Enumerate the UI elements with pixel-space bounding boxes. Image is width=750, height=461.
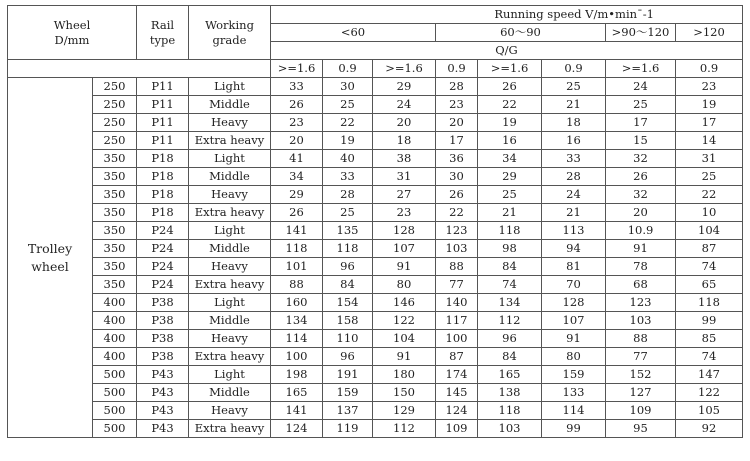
load-value-cell: 180 <box>373 366 436 384</box>
load-value-cell: 117 <box>436 312 478 330</box>
load-value-cell: 80 <box>373 276 436 294</box>
rail-type-cell: P11 <box>137 114 189 132</box>
rail-type-cell: P43 <box>137 420 189 438</box>
wheel-diameter-cell: 400 <box>93 312 137 330</box>
table-row <box>8 258 743 276</box>
grade-label: Working <box>205 17 254 32</box>
load-value-cell: 174 <box>436 366 478 384</box>
load-value-cell: 25 <box>323 204 373 222</box>
load-value-cell: 78 <box>606 258 676 276</box>
load-value-cell: 114 <box>542 402 606 420</box>
table-row <box>8 330 743 348</box>
load-value-cell: 140 <box>436 294 478 312</box>
wheel-diameter-cell: 350 <box>93 258 137 276</box>
load-value-cell: 33 <box>542 150 606 168</box>
load-value-cell: 28 <box>542 168 606 186</box>
rail-unit: type <box>149 32 176 47</box>
load-value-cell: 112 <box>373 420 436 438</box>
working-grade-cell: Middle <box>189 384 271 402</box>
load-value-cell: 122 <box>676 384 743 402</box>
load-value-cell: 84 <box>478 258 542 276</box>
load-value-cell: 101 <box>271 258 323 276</box>
rail-type-cell: P38 <box>137 312 189 330</box>
load-value-cell: 103 <box>436 240 478 258</box>
subcol-header: >=1.6 <box>271 60 323 78</box>
load-value-cell: 152 <box>606 366 676 384</box>
load-value-cell: 26 <box>606 168 676 186</box>
load-value-cell: 28 <box>323 186 373 204</box>
load-value-cell: 19 <box>478 114 542 132</box>
load-value-cell: 104 <box>676 222 743 240</box>
wheel-diameter-cell: 350 <box>93 150 137 168</box>
rail-type-cell: P38 <box>137 294 189 312</box>
load-value-cell: 20 <box>436 114 478 132</box>
subcol-header: >=1.6 <box>606 60 676 78</box>
load-value-cell: 36 <box>436 150 478 168</box>
load-value-cell: 109 <box>436 420 478 438</box>
table-row <box>8 384 743 402</box>
load-value-cell: 74 <box>676 258 743 276</box>
load-value-cell: 22 <box>436 204 478 222</box>
table-row <box>8 150 743 168</box>
load-value-cell: 19 <box>676 96 743 114</box>
load-value-cell: 138 <box>478 384 542 402</box>
wheel-diameter-cell: 350 <box>93 204 137 222</box>
load-value-cell: 159 <box>542 366 606 384</box>
working-grade-cell: Light <box>189 78 271 96</box>
load-value-cell: 80 <box>542 348 606 366</box>
load-value-cell: 129 <box>373 402 436 420</box>
load-value-cell: 10.9 <box>606 222 676 240</box>
load-value-cell: 96 <box>478 330 542 348</box>
load-value-cell: 150 <box>373 384 436 402</box>
load-value-cell: 124 <box>436 402 478 420</box>
load-value-cell: 110 <box>323 330 373 348</box>
table-row <box>8 294 743 312</box>
group-label-line2: wheel <box>31 258 69 274</box>
load-value-cell: 191 <box>323 366 373 384</box>
load-value-cell: 91 <box>373 348 436 366</box>
load-value-cell: 107 <box>542 312 606 330</box>
load-value-cell: 25 <box>478 186 542 204</box>
load-value-cell: 34 <box>478 150 542 168</box>
load-value-cell: 96 <box>323 258 373 276</box>
table-wrapper <box>7 5 743 438</box>
table-row <box>8 204 743 222</box>
load-value-cell: 41 <box>271 150 323 168</box>
working-grade-header <box>189 6 271 60</box>
rail-type-cell: P24 <box>137 276 189 294</box>
load-value-cell: 103 <box>478 420 542 438</box>
wheel-diameter-cell: 400 <box>93 294 137 312</box>
load-value-cell: 119 <box>323 420 373 438</box>
table-row <box>8 78 743 96</box>
row-group-label <box>8 78 93 438</box>
load-value-cell: 15 <box>606 132 676 150</box>
rail-type-cell: P18 <box>137 150 189 168</box>
load-value-cell: 95 <box>606 420 676 438</box>
load-value-cell: 91 <box>606 240 676 258</box>
load-value-cell: 137 <box>323 402 373 420</box>
load-value-cell: 25 <box>606 96 676 114</box>
load-value-cell: 32 <box>606 150 676 168</box>
load-value-cell: 135 <box>323 222 373 240</box>
load-value-cell: 29 <box>478 168 542 186</box>
working-grade-cell: Heavy <box>189 186 271 204</box>
load-value-cell: 23 <box>676 78 743 96</box>
load-value-cell: 26 <box>271 204 323 222</box>
group-label-line1: Trolley <box>27 240 73 256</box>
load-value-cell: 30 <box>436 168 478 186</box>
load-value-cell: 105 <box>676 402 743 420</box>
load-value-cell: 134 <box>478 294 542 312</box>
working-grade-cell: Heavy <box>189 330 271 348</box>
load-value-cell: 24 <box>542 186 606 204</box>
load-value-cell: 25 <box>323 96 373 114</box>
working-grade-cell: Extra heavy <box>189 276 271 294</box>
rail-type-cell: P11 <box>137 96 189 114</box>
load-value-cell: 100 <box>271 348 323 366</box>
load-value-cell: 88 <box>271 276 323 294</box>
table-row <box>8 96 743 114</box>
load-value-cell: 145 <box>436 384 478 402</box>
load-value-cell: 124 <box>271 420 323 438</box>
rail-type-cell: P24 <box>137 258 189 276</box>
load-value-cell: 33 <box>271 78 323 96</box>
load-value-cell: 87 <box>676 240 743 258</box>
load-value-cell: 28 <box>436 78 478 96</box>
load-value-cell: 160 <box>271 294 323 312</box>
table-row <box>8 420 743 438</box>
load-value-cell: 22 <box>676 186 743 204</box>
rail-type-cell: P18 <box>137 186 189 204</box>
table-row <box>8 186 743 204</box>
wheel-diameter-cell: 250 <box>93 114 137 132</box>
load-value-cell: 23 <box>436 96 478 114</box>
load-value-cell: 158 <box>323 312 373 330</box>
table-body <box>8 78 743 438</box>
load-value-cell: 98 <box>478 240 542 258</box>
table-row <box>8 366 743 384</box>
load-value-cell: 40 <box>323 150 373 168</box>
rail-type-cell: P18 <box>137 168 189 186</box>
load-value-cell: 77 <box>436 276 478 294</box>
load-value-cell: 118 <box>271 240 323 258</box>
wheel-diameter-cell: 250 <box>93 96 137 114</box>
load-value-cell: 22 <box>323 114 373 132</box>
load-value-cell: 27 <box>373 186 436 204</box>
working-grade-cell: Middle <box>189 96 271 114</box>
load-value-cell: 128 <box>542 294 606 312</box>
load-value-cell: 103 <box>606 312 676 330</box>
speed-range-header: <60 <box>271 24 436 42</box>
load-value-cell: 22 <box>478 96 542 114</box>
wheel-diameter-cell: 500 <box>93 402 137 420</box>
load-value-cell: 128 <box>373 222 436 240</box>
load-value-cell: 26 <box>478 78 542 96</box>
wheel-diameter-cell: 250 <box>93 132 137 150</box>
table-row <box>8 348 743 366</box>
load-value-cell: 81 <box>542 258 606 276</box>
load-value-cell: 114 <box>271 330 323 348</box>
working-grade-cell: Middle <box>189 312 271 330</box>
working-grade-cell: Middle <box>189 240 271 258</box>
load-value-cell: 134 <box>271 312 323 330</box>
load-value-cell: 100 <box>436 330 478 348</box>
load-value-cell: 123 <box>606 294 676 312</box>
working-grade-cell: Extra heavy <box>189 204 271 222</box>
load-value-cell: 25 <box>676 168 743 186</box>
speed-range-header: >120 <box>676 24 743 42</box>
load-value-cell: 21 <box>478 204 542 222</box>
subcol-header: 0.9 <box>542 60 606 78</box>
load-value-cell: 118 <box>323 240 373 258</box>
load-value-cell: 70 <box>542 276 606 294</box>
load-value-cell: 18 <box>542 114 606 132</box>
table-row <box>8 240 743 258</box>
load-value-cell: 165 <box>271 384 323 402</box>
subcol-header: 0.9 <box>676 60 743 78</box>
load-value-cell: 92 <box>676 420 743 438</box>
header-spacer <box>8 60 271 78</box>
load-value-cell: 20 <box>373 114 436 132</box>
load-value-cell: 165 <box>478 366 542 384</box>
rail-type-cell: P11 <box>137 132 189 150</box>
wheel-diameter-cell: 400 <box>93 348 137 366</box>
load-value-cell: 26 <box>436 186 478 204</box>
load-value-cell: 109 <box>606 402 676 420</box>
working-grade-cell: Light <box>189 150 271 168</box>
load-value-cell: 14 <box>676 132 743 150</box>
load-value-cell: 26 <box>271 96 323 114</box>
rail-type-cell: P38 <box>137 330 189 348</box>
qg-ratio-header: Q/G <box>271 42 743 60</box>
subcol-header: >=1.6 <box>373 60 436 78</box>
table-row <box>8 132 743 150</box>
wheel-diameter-cell: 350 <box>93 276 137 294</box>
load-value-cell: 16 <box>478 132 542 150</box>
load-value-cell: 154 <box>323 294 373 312</box>
load-value-cell: 123 <box>436 222 478 240</box>
wheel-diameter-cell: 350 <box>93 168 137 186</box>
load-value-cell: 113 <box>542 222 606 240</box>
wheel-diameter-cell: 500 <box>93 384 137 402</box>
load-value-cell: 17 <box>676 114 743 132</box>
rail-type-cell: P18 <box>137 204 189 222</box>
load-value-cell: 94 <box>542 240 606 258</box>
rail-type-cell: P11 <box>137 78 189 96</box>
rail-type-header <box>137 6 189 60</box>
load-value-cell: 104 <box>373 330 436 348</box>
load-value-cell: 141 <box>271 222 323 240</box>
load-value-cell: 107 <box>373 240 436 258</box>
rail-label: Rail <box>150 17 175 32</box>
load-value-cell: 18 <box>373 132 436 150</box>
load-value-cell: 74 <box>676 348 743 366</box>
table-row <box>8 114 743 132</box>
load-value-cell: 17 <box>436 132 478 150</box>
load-value-cell: 112 <box>478 312 542 330</box>
working-grade-cell: Extra heavy <box>189 348 271 366</box>
load-value-cell: 127 <box>606 384 676 402</box>
load-value-cell: 99 <box>542 420 606 438</box>
rail-type-cell: P38 <box>137 348 189 366</box>
load-value-cell: 17 <box>606 114 676 132</box>
wheel-diameter-header <box>8 6 137 60</box>
load-value-cell: 141 <box>271 402 323 420</box>
wheel-diameter-cell: 500 <box>93 366 137 384</box>
load-value-cell: 147 <box>676 366 743 384</box>
load-value-cell: 32 <box>606 186 676 204</box>
load-value-cell: 133 <box>542 384 606 402</box>
working-grade-cell: Light <box>189 366 271 384</box>
subcol-header: >=1.6 <box>478 60 542 78</box>
working-grade-cell: Extra heavy <box>189 132 271 150</box>
working-grade-cell: Heavy <box>189 114 271 132</box>
trolley-wheel-load-table <box>7 5 743 438</box>
load-value-cell: 10 <box>676 204 743 222</box>
load-value-cell: 118 <box>478 222 542 240</box>
load-value-cell: 19 <box>323 132 373 150</box>
table-row <box>8 276 743 294</box>
load-value-cell: 159 <box>323 384 373 402</box>
load-value-cell: 24 <box>373 96 436 114</box>
load-value-cell: 33 <box>323 168 373 186</box>
load-value-cell: 20 <box>606 204 676 222</box>
wheel-diameter-cell: 350 <box>93 222 137 240</box>
working-grade-cell: Light <box>189 222 271 240</box>
working-grade-cell: Heavy <box>189 258 271 276</box>
load-value-cell: 38 <box>373 150 436 168</box>
load-value-cell: 91 <box>373 258 436 276</box>
load-value-cell: 16 <box>542 132 606 150</box>
load-value-cell: 88 <box>606 330 676 348</box>
load-value-cell: 122 <box>373 312 436 330</box>
rail-type-cell: P43 <box>137 384 189 402</box>
load-value-cell: 34 <box>271 168 323 186</box>
running-speed-header: Running speed V/m•minˉ-1 <box>271 6 743 24</box>
load-value-cell: 99 <box>676 312 743 330</box>
load-value-cell: 23 <box>373 204 436 222</box>
load-value-cell: 31 <box>676 150 743 168</box>
load-value-cell: 31 <box>373 168 436 186</box>
working-grade-cell: Heavy <box>189 402 271 420</box>
wheel-diameter-cell: 250 <box>93 78 137 96</box>
load-value-cell: 91 <box>542 330 606 348</box>
load-value-cell: 20 <box>271 132 323 150</box>
wheel-label: Wheel <box>53 17 91 32</box>
grade-unit: grade <box>212 32 247 47</box>
table-row <box>8 168 743 186</box>
load-value-cell: 21 <box>542 204 606 222</box>
table-row <box>8 222 743 240</box>
wheel-diameter-cell: 500 <box>93 420 137 438</box>
load-value-cell: 88 <box>436 258 478 276</box>
load-value-cell: 74 <box>478 276 542 294</box>
load-value-cell: 84 <box>323 276 373 294</box>
load-value-cell: 29 <box>271 186 323 204</box>
load-value-cell: 84 <box>478 348 542 366</box>
wheel-unit: D/mm <box>54 32 90 47</box>
subcol-header: 0.9 <box>436 60 478 78</box>
load-value-cell: 24 <box>606 78 676 96</box>
load-value-cell: 65 <box>676 276 743 294</box>
wheel-diameter-cell: 350 <box>93 240 137 258</box>
load-value-cell: 29 <box>373 78 436 96</box>
load-value-cell: 87 <box>436 348 478 366</box>
table-row <box>8 312 743 330</box>
wheel-diameter-cell: 400 <box>93 330 137 348</box>
load-value-cell: 21 <box>542 96 606 114</box>
wheel-diameter-cell: 350 <box>93 186 137 204</box>
load-value-cell: 30 <box>323 78 373 96</box>
load-value-cell: 23 <box>271 114 323 132</box>
load-value-cell: 85 <box>676 330 743 348</box>
speed-range-header: >90～120 <box>606 24 676 42</box>
rail-type-cell: P43 <box>137 402 189 420</box>
load-value-cell: 25 <box>542 78 606 96</box>
rail-type-cell: P24 <box>137 240 189 258</box>
rail-type-cell: P43 <box>137 366 189 384</box>
load-value-cell: 68 <box>606 276 676 294</box>
table-row <box>8 402 743 420</box>
speed-range-header: 60～90 <box>436 24 606 42</box>
working-grade-cell: Middle <box>189 168 271 186</box>
load-value-cell: 198 <box>271 366 323 384</box>
rail-type-cell: P24 <box>137 222 189 240</box>
working-grade-cell: Extra heavy <box>189 420 271 438</box>
load-value-cell: 146 <box>373 294 436 312</box>
load-value-cell: 77 <box>606 348 676 366</box>
load-value-cell: 96 <box>323 348 373 366</box>
load-value-cell: 118 <box>478 402 542 420</box>
load-value-cell: 118 <box>676 294 743 312</box>
subcol-header: 0.9 <box>323 60 373 78</box>
working-grade-cell: Light <box>189 294 271 312</box>
